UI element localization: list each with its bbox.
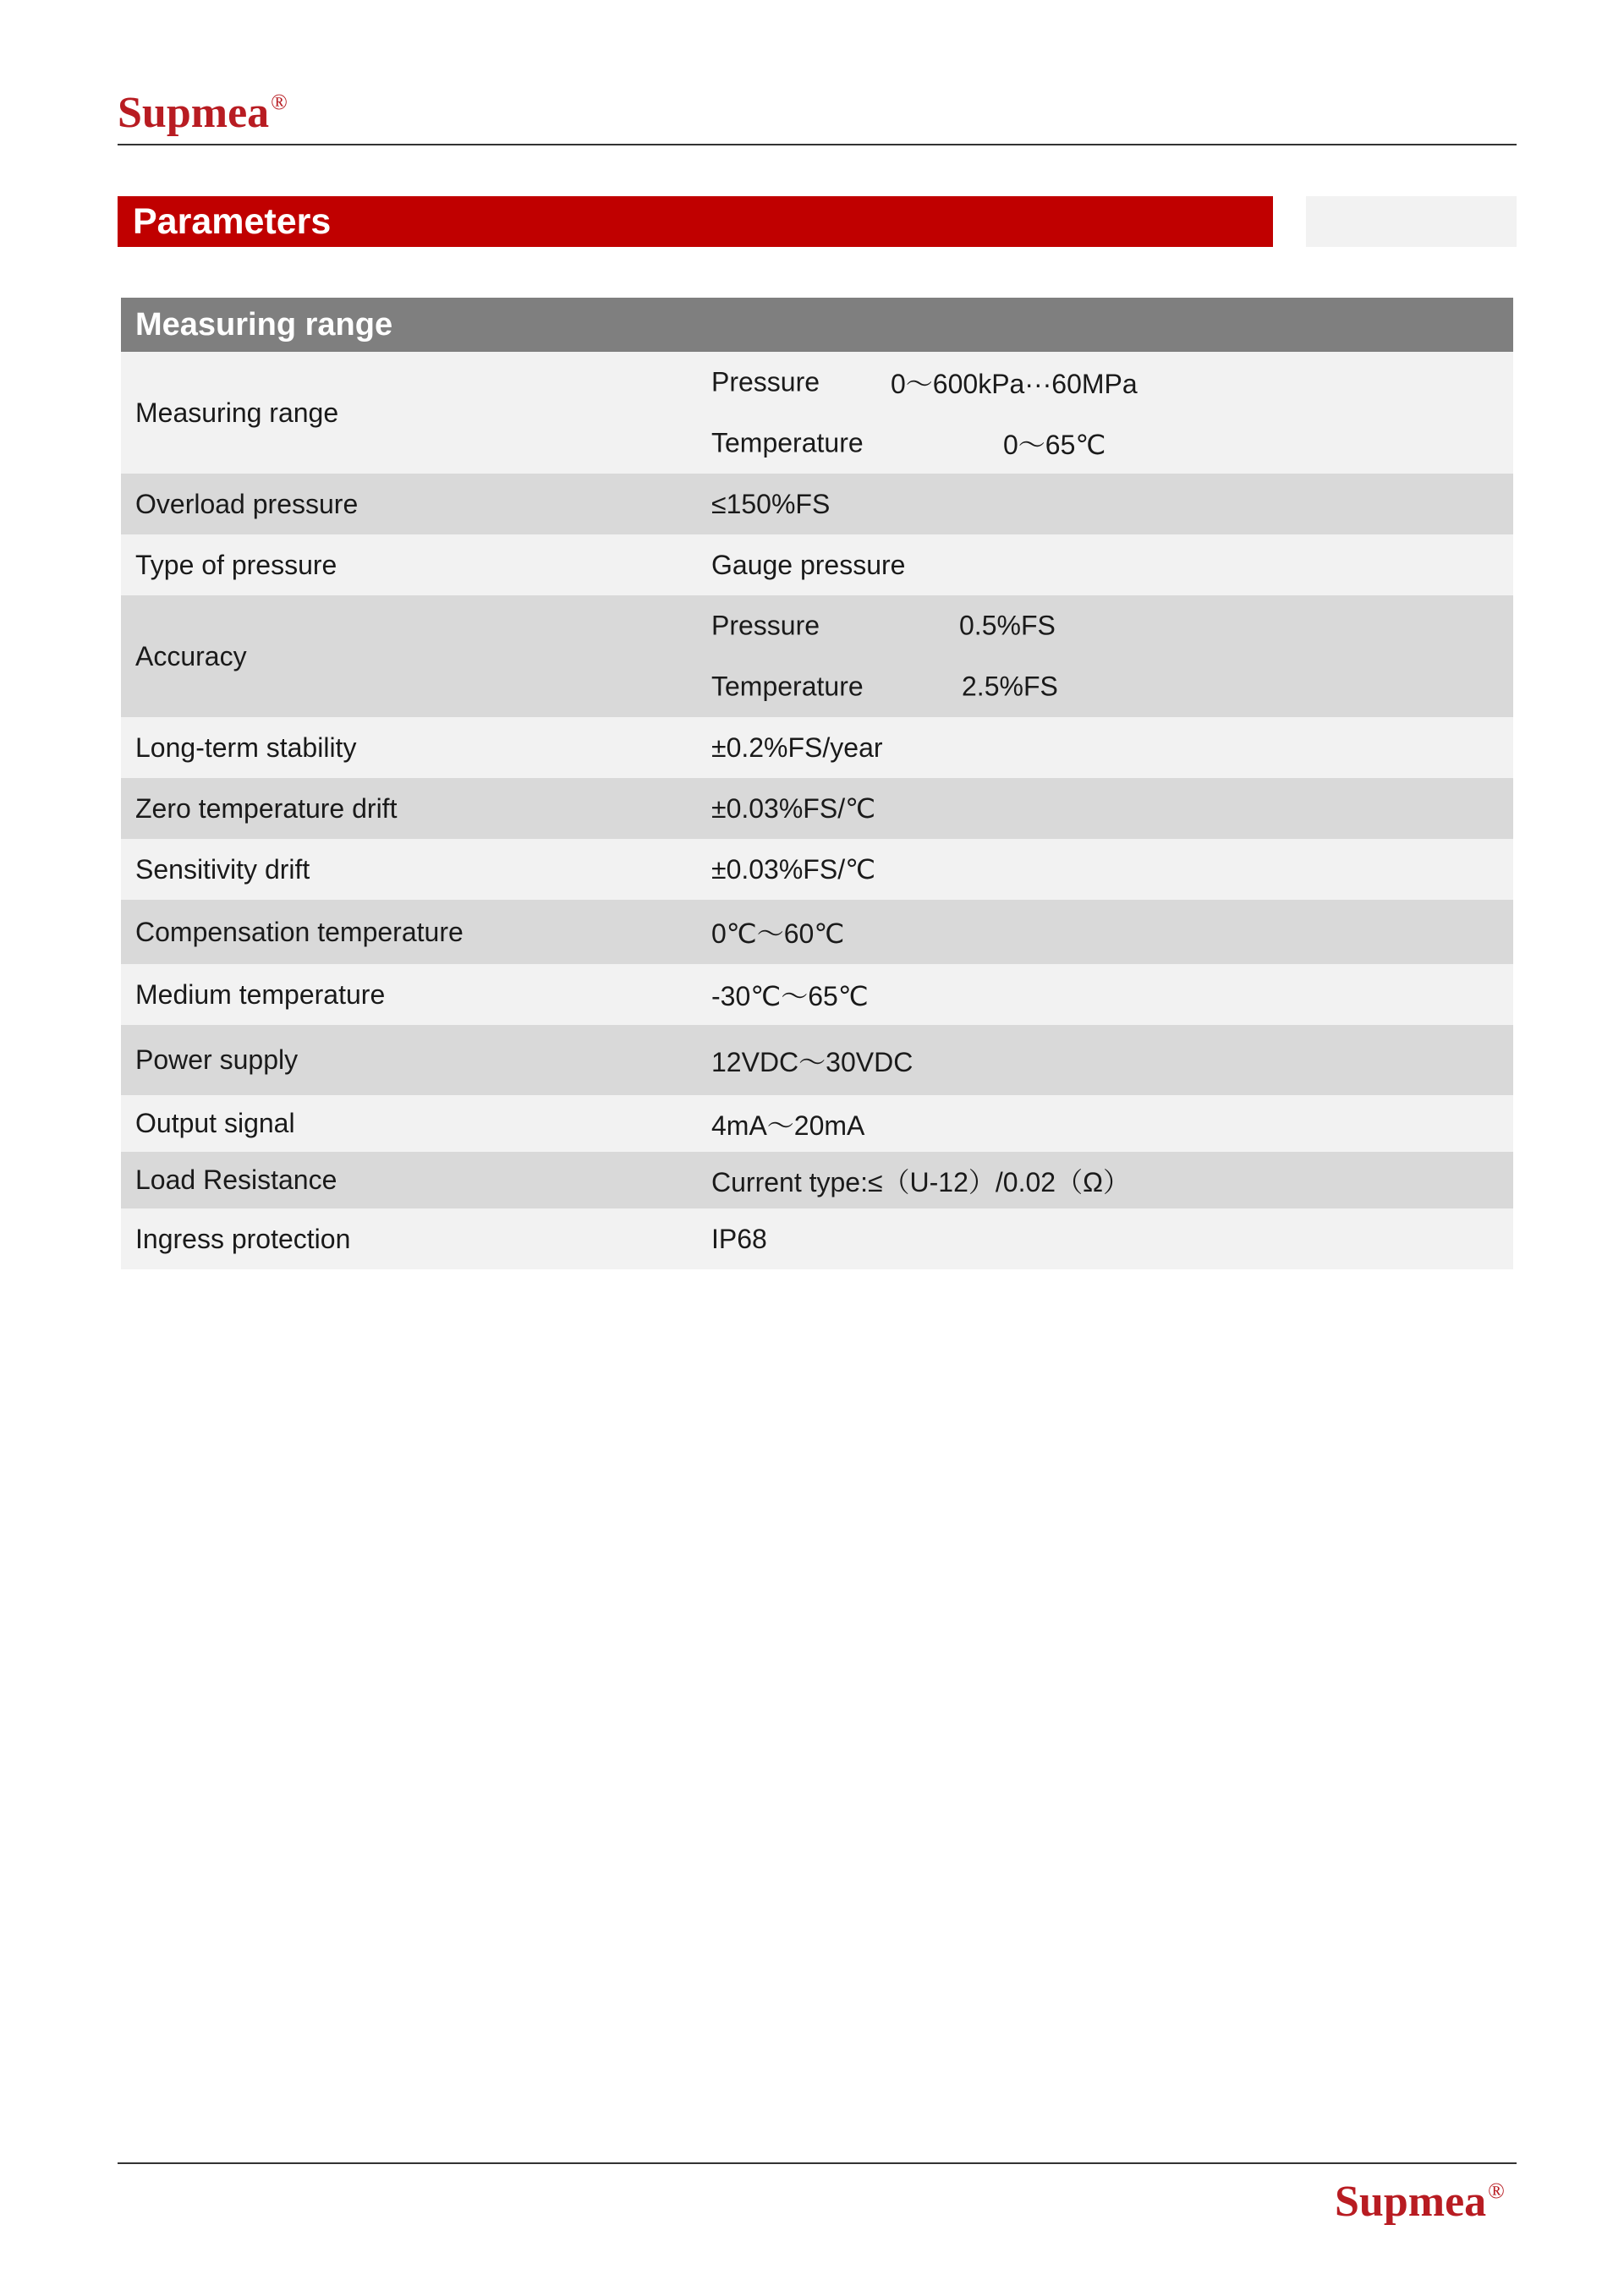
table-row-zero-drift — [121, 778, 1513, 839]
row-value: Current type:≤（U-12）/0.02（Ω） — [711, 1166, 1130, 1197]
table-row-type — [121, 534, 1513, 595]
sub-label: Temperature — [711, 671, 864, 702]
header-divider — [118, 144, 1517, 145]
supmea-logo-top — [118, 91, 288, 135]
table-header — [121, 298, 1513, 352]
row-label: Power supply — [135, 1044, 299, 1075]
section-title-bar — [118, 196, 1273, 247]
row-label: Measuring range — [135, 397, 339, 428]
row-label: Long-term stability — [135, 732, 357, 763]
sub-value: 0.5%FS — [959, 610, 1056, 641]
registered-mark: ® — [1488, 2178, 1505, 2203]
footer-divider — [118, 2162, 1517, 2164]
sub-row-temperature — [711, 656, 1473, 717]
sub-value: 0～65℃ — [1003, 430, 1106, 460]
registered-mark: ® — [271, 90, 288, 114]
table-row-overload — [121, 474, 1513, 534]
section-title: Parameters — [133, 200, 332, 242]
row-value: IP68 — [711, 1223, 767, 1254]
sub-row-pressure — [711, 352, 1473, 413]
table-title: Measuring range — [135, 306, 393, 342]
row-value: 12VDC～30VDC — [711, 1046, 914, 1077]
table-row-power-supply — [121, 1025, 1513, 1095]
sub-label: Pressure — [711, 366, 820, 397]
table-row-accuracy — [121, 595, 1513, 717]
row-label: Medium temperature — [135, 978, 386, 1010]
sub-row-pressure — [711, 595, 1473, 656]
row-values — [711, 595, 1473, 717]
table-row-compensation-temp — [121, 900, 1513, 964]
sub-label: Temperature — [711, 427, 864, 458]
sub-row-temperature — [711, 413, 1473, 474]
brand-name: Supmea — [1335, 2178, 1487, 2226]
row-value: ±0.03%FS/℃ — [711, 793, 876, 824]
row-value: Gauge pressure — [711, 549, 906, 580]
row-value: ≤150%FS — [711, 488, 831, 519]
parameters-table — [121, 298, 1513, 1269]
supmea-logo-bottom — [1335, 2180, 1505, 2224]
sub-value: 2.5%FS — [962, 671, 1058, 702]
row-value: ±0.2%FS/year — [711, 732, 883, 763]
table-row-medium-temp — [121, 964, 1513, 1025]
table-row-stability — [121, 717, 1513, 778]
row-label: Sensitivity drift — [135, 853, 310, 885]
row-label: Output signal — [135, 1108, 295, 1138]
row-label: Ingress protection — [135, 1223, 351, 1254]
row-value: -30℃～65℃ — [711, 981, 869, 1011]
row-values — [711, 352, 1473, 474]
sub-value: 0～600kPa···60MPa — [891, 369, 1138, 399]
table-row-measuring-range — [121, 352, 1513, 474]
row-label: Accuracy — [135, 640, 247, 671]
row-value: 4mA～20mA — [711, 1110, 865, 1141]
section-bar-accent — [1306, 196, 1517, 247]
row-label: Load Resistance — [135, 1164, 337, 1195]
table-row-load-resistance — [121, 1152, 1513, 1208]
table-row-output-signal — [121, 1095, 1513, 1152]
row-label: Type of pressure — [135, 549, 337, 580]
brand-name: Supmea — [118, 89, 270, 137]
row-label: Overload pressure — [135, 488, 359, 519]
row-value: ±0.03%FS/℃ — [711, 854, 876, 885]
table-row-sensitivity-drift — [121, 839, 1513, 900]
row-value: 0℃～60℃ — [711, 918, 845, 949]
row-label: Zero temperature drift — [135, 792, 398, 824]
sub-label: Pressure — [711, 610, 820, 641]
row-label: Compensation temperature — [135, 916, 464, 947]
table-row-ingress — [121, 1208, 1513, 1269]
